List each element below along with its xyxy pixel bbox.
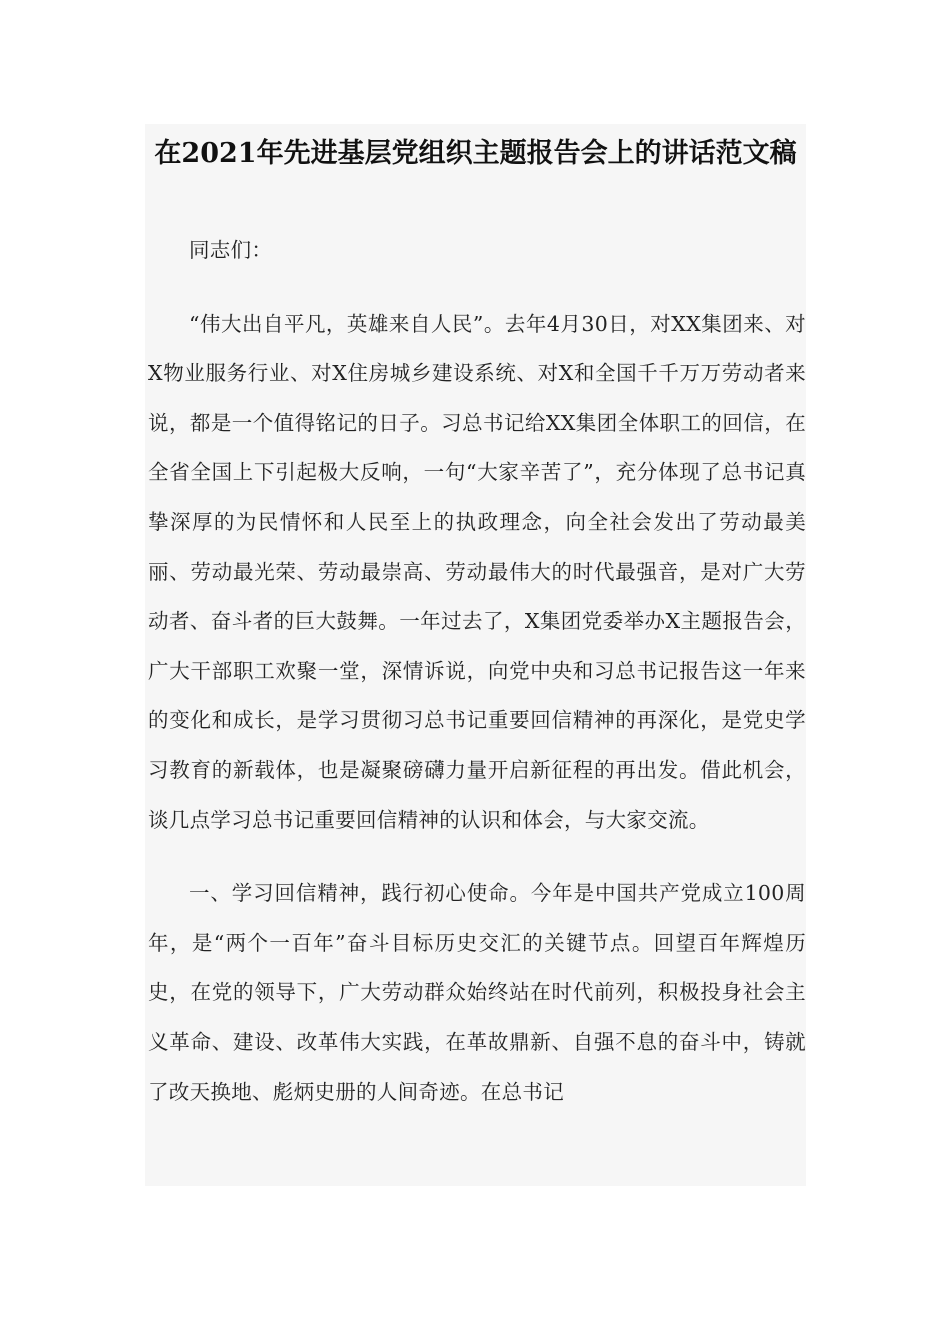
document-title: 在2021年先进基层党组织主题报告会上的讲话范文稿 (154, 138, 797, 169)
document-body (148, 226, 806, 1141)
greeting-line: 同志们： (189, 238, 273, 262)
paragraph-section-one: 一、学习回信精神，践行初心使命。今年是中国共产党成立100周年，是“两个一百年”奋斗目标历史交汇的关键节点。回望百年辉煌历史，在党的领导下，广大劳动群众始终站在时代前列，积极投身社会主义革命、建设、改革伟大实践，在革故鼎新、自强不息的奋斗中，铸就了改天换地、彪炳史册的人间奇迹。在总书记 (148, 881, 806, 1104)
document-page (145, 124, 806, 1186)
paragraph-intro: “伟大出自平凡，英雄来自人民”。去年4月30日，对XX集团来、对X物业服务行业、对X住房城乡建设系统、对X和全国千千万万劳动者来说，都是一个值得铭记的日子。习总书记给XX集团全体职工的回信，在全省全国上下引起极大反响，一句“大家辛苦了”，充分体现了总书记真挚深厚的为民情怀和人民至上的执政理念，向全社会发出了劳动最美丽、劳动最光荣、劳动最崇高、劳动最伟大的时代最强音，是对广大劳动者、奋斗者的巨大鼓舞。一年过去了，X集团党委举办X主题报告会，广大干部职工欢聚一堂，深情诉说，向党中央和习总书记报告这一年来的变化和成长，是学习贯彻习总书记重要回信精神的再深化，是党史学习教育的新载体，也是凝聚磅礴力量开启新征程的再出发。借此机会，谈几点学习总书记重要回信精神的认识和体会，与大家交流。 (148, 311, 806, 832)
